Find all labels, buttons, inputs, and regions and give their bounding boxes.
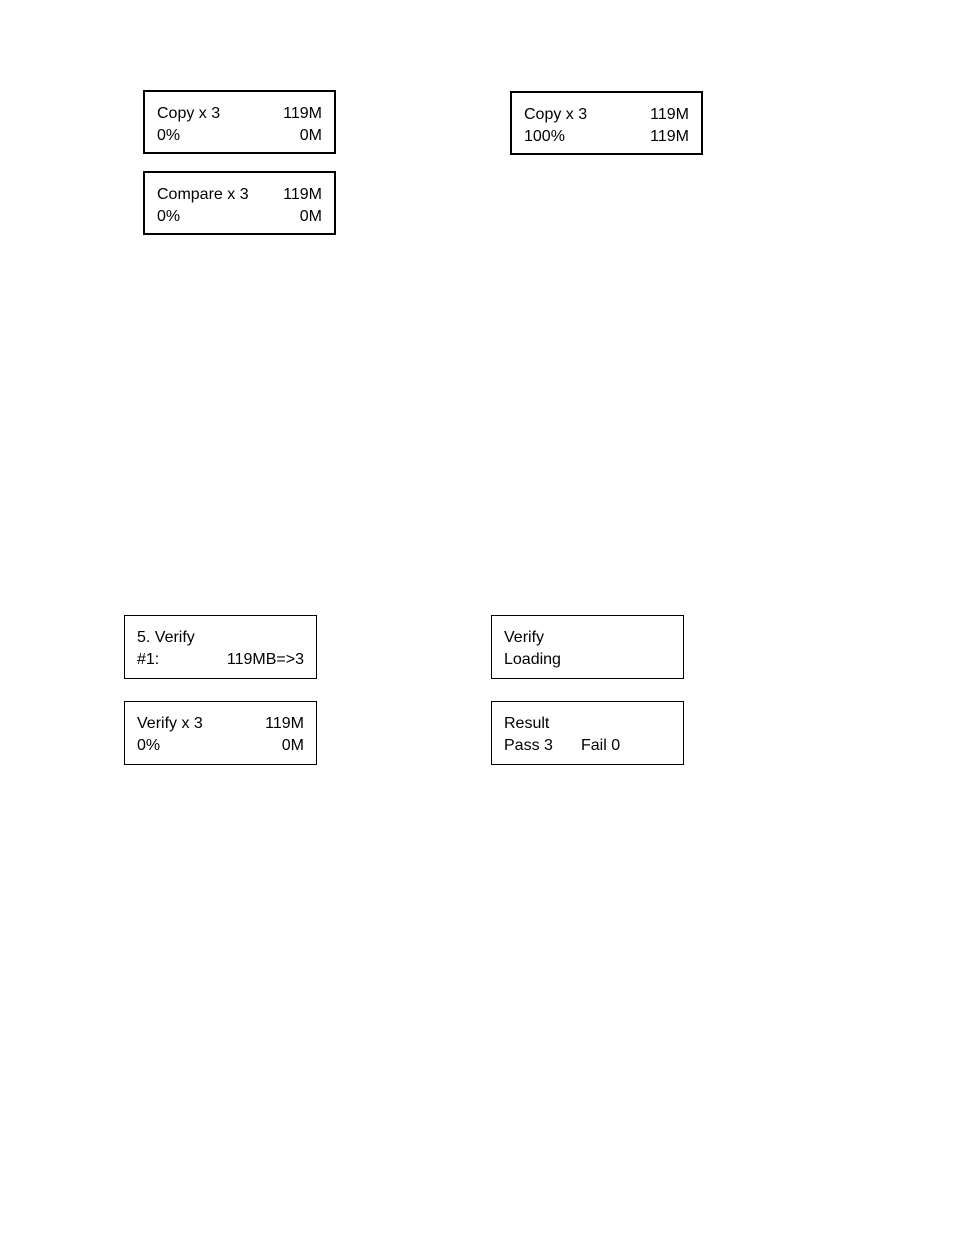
copy-count-label: Copy x 3 [157,105,221,122]
mode-label: Verify [504,629,545,646]
lcd-line-1 [504,713,671,735]
lcd-line-1 [524,104,689,126]
menu-item-label: 5. Verify [137,629,195,646]
total-size: 119M [283,186,322,203]
fail-count: Fail 0 [581,737,621,754]
lcd-screen-verify-loading [491,615,684,679]
lcd-screen-compare-start [143,171,336,235]
copied-size: 0M [299,127,322,144]
progress-percent: 0% [157,208,181,225]
lcd-line-1 [137,627,304,649]
pass-count: Pass 3 [504,737,553,754]
status-text: Loading [504,651,561,668]
copy-count-label: Copy x 3 [524,106,588,123]
lcd-screen-verify-progress [124,701,317,765]
lcd-line-1 [137,713,304,735]
source-size-target: 119MB=>3 [226,651,304,668]
total-size: 119M [283,105,322,122]
lcd-line-1 [157,103,322,125]
verified-size: 0M [281,737,304,754]
lcd-line-2 [504,735,671,757]
lcd-screen-copy-done [510,91,703,155]
lcd-line-2 [157,206,322,228]
copied-size: 119M [650,128,689,145]
lcd-screen-verify-result [491,701,684,765]
lcd-line-2 [504,649,671,671]
lcd-line-2 [137,649,304,671]
lcd-screen-verify-menu [124,615,317,679]
lcd-line-2 [524,126,689,148]
lcd-line-1 [157,184,322,206]
compared-size: 0M [299,208,322,225]
progress-percent: 100% [524,128,565,145]
source-slot-label: #1: [137,651,160,668]
lcd-line-2 [137,735,304,757]
total-size: 119M [650,106,689,123]
total-size: 119M [265,715,304,732]
compare-count-label: Compare x 3 [157,186,249,203]
lcd-line-1 [504,627,671,649]
verify-count-label: Verify x 3 [137,715,203,732]
result-title: Result [504,715,550,732]
progress-percent: 0% [157,127,181,144]
lcd-line-2 [157,125,322,147]
lcd-screen-copy-start [143,90,336,154]
progress-percent: 0% [137,737,161,754]
